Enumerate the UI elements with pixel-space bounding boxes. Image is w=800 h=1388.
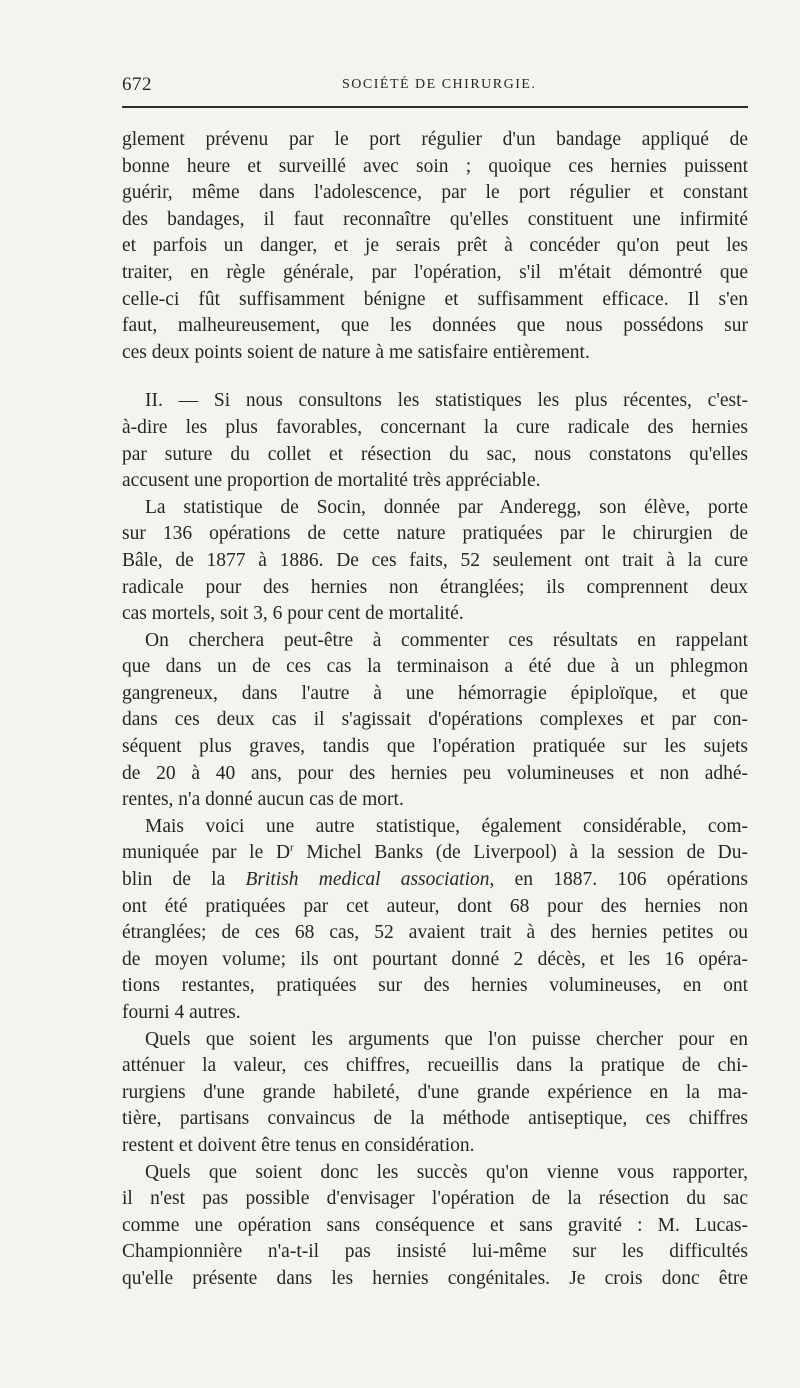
text-line: Championnière n'a-t-il pas insisté lui-même sur les difficultés <box>122 1241 748 1263</box>
text-line: traiter, en règle générale, par l'opération, s'il m'était démontré que <box>122 261 748 283</box>
text-line: tière, partisans convaincus de la méthode antiseptique, ces chiffres <box>122 1108 748 1130</box>
text-line: rentes, n'a donné aucun cas de mort. <box>122 789 404 811</box>
page-number: 672 <box>122 74 152 95</box>
text-line: atténuer la valeur, ces chiffres, recueillis dans la pratique de chi- <box>122 1055 748 1077</box>
paragraph-5 <box>122 814 748 1027</box>
text-line: accusent une proportion de mortalité très appréciable. <box>122 470 541 492</box>
text-fragment: blin de la <box>122 869 246 891</box>
text-line: Bâle, de 1877 à 1886. De ces faits, 52 seulement ont trait à la cure <box>122 549 748 571</box>
page-header <box>122 74 748 100</box>
text-line: Quels que soient les arguments que l'on puisse chercher pour en <box>145 1028 748 1050</box>
text-line: glement prévenu par le port régulier d'un bandage appliqué de <box>122 129 748 150</box>
paragraph-7 <box>122 1160 748 1293</box>
running-title: SOCIÉTÉ DE CHIRURGIE. <box>342 77 537 92</box>
text-line: celle-ci fût suffisamment bénigne et suffisamment efficace. Il s'en <box>122 288 748 310</box>
text-fragment: Michel Banks (de Liverpool) à la session de Du- <box>293 842 748 864</box>
text-line: Mais voici une autre statistique, également considérable, com- <box>145 815 748 837</box>
text-line: radicale pour des hernies non étranglées; ils comprennent deux <box>122 576 748 598</box>
text-line: de 20 à 40 ans, pour des hernies peu volumineuses et non adhé- <box>122 762 748 784</box>
text-line: que dans un de ces cas la terminaison a été due à un phlegmon <box>122 656 748 678</box>
text-line: faut, malheureusement, que les données que nous possédons sur <box>122 315 748 337</box>
text-line: La statistique de Socin, donnée par Anderegg, son élève, porte <box>145 496 748 518</box>
body-text <box>122 127 748 1293</box>
text-line: comme une opération sans conséquence et sans gravité : M. Lucas- <box>122 1214 748 1236</box>
text-line: et parfois un danger, et je serais prêt à concéder qu'on peut les <box>122 235 748 257</box>
text-line: il n'est pas possible d'envisager l'opération de la résection du sac <box>122 1188 748 1210</box>
paragraph-2 <box>122 388 748 494</box>
text-line: qu'elle présente dans les hernies congénitales. Je crois donc être <box>122 1267 748 1289</box>
text-line <box>122 867 748 894</box>
text-line: rurgiens d'une grande habileté, d'une grande expérience en la ma- <box>122 1081 748 1103</box>
text-line: dans ces deux cas il s'agissait d'opérations complexes et par con- <box>122 709 748 731</box>
paragraph-6 <box>122 1027 748 1160</box>
text-fragment: muniquée par le D <box>122 842 291 864</box>
text-line: séquent plus graves, tandis que l'opération pratiquée sur les sujets <box>122 736 748 758</box>
text-line: cas mortels, soit 3, 6 pour cent de mortalité. <box>122 603 464 625</box>
text-line: étranglées; de ces 68 cas, 52 avaient trait à des hernies petites ou <box>122 922 748 944</box>
text-line: Quels que soient donc les succès qu'on vienne vous rapporter, <box>145 1161 748 1183</box>
superscript: r <box>290 841 294 854</box>
text-line: à-dire les plus favorables, concernant la cure radicale des hernies <box>122 416 748 438</box>
text-line: restent et doivent être tenus en considération. <box>122 1134 475 1156</box>
text-line: par suture du collet et résection du sac, nous constatons qu'elles <box>122 443 748 465</box>
paragraph-4 <box>122 628 748 814</box>
text-line: des bandages, il faut reconnaître qu'elles constituent une infirmité <box>122 208 748 230</box>
text-line: gangreneux, dans l'autre à une hémorragie épiploïque, et que <box>122 682 748 704</box>
text-line <box>122 840 748 867</box>
text-line: fourni 4 autres. <box>122 1002 241 1023</box>
text-line: II. — Si nous consultons les statistiques les plus récentes, c'est- <box>145 390 748 412</box>
text-line: guérir, même dans l'adolescence, par le port régulier et constant <box>122 182 748 204</box>
text-line: tions restantes, pratiquées sur des hernies volumineuses, en ont <box>122 975 748 997</box>
italic-title: British medical association <box>245 869 490 891</box>
text-fragment: , en 1887. 106 opérations <box>489 869 748 891</box>
text-line: bonne heure et surveillé avec soin ; quoique ces hernies puissent <box>122 155 748 177</box>
text-line: On cherchera peut-être à commenter ces résultats en rappelant <box>145 629 748 651</box>
text-line: ont été pratiquées par cet auteur, dont 68 pour des hernies non <box>122 895 748 917</box>
paragraph-3 <box>122 495 748 628</box>
text-line: sur 136 opérations de cette nature pratiquées par le chirurgien de <box>122 523 748 545</box>
paragraph-1 <box>122 127 748 366</box>
text-line: ces deux points soient de nature à me satisfaire entièrement. <box>122 341 590 363</box>
header-rule <box>122 106 748 108</box>
text-line: de moyen volume; ils ont pourtant donné 2 décès, et les 16 opéra- <box>122 948 748 970</box>
